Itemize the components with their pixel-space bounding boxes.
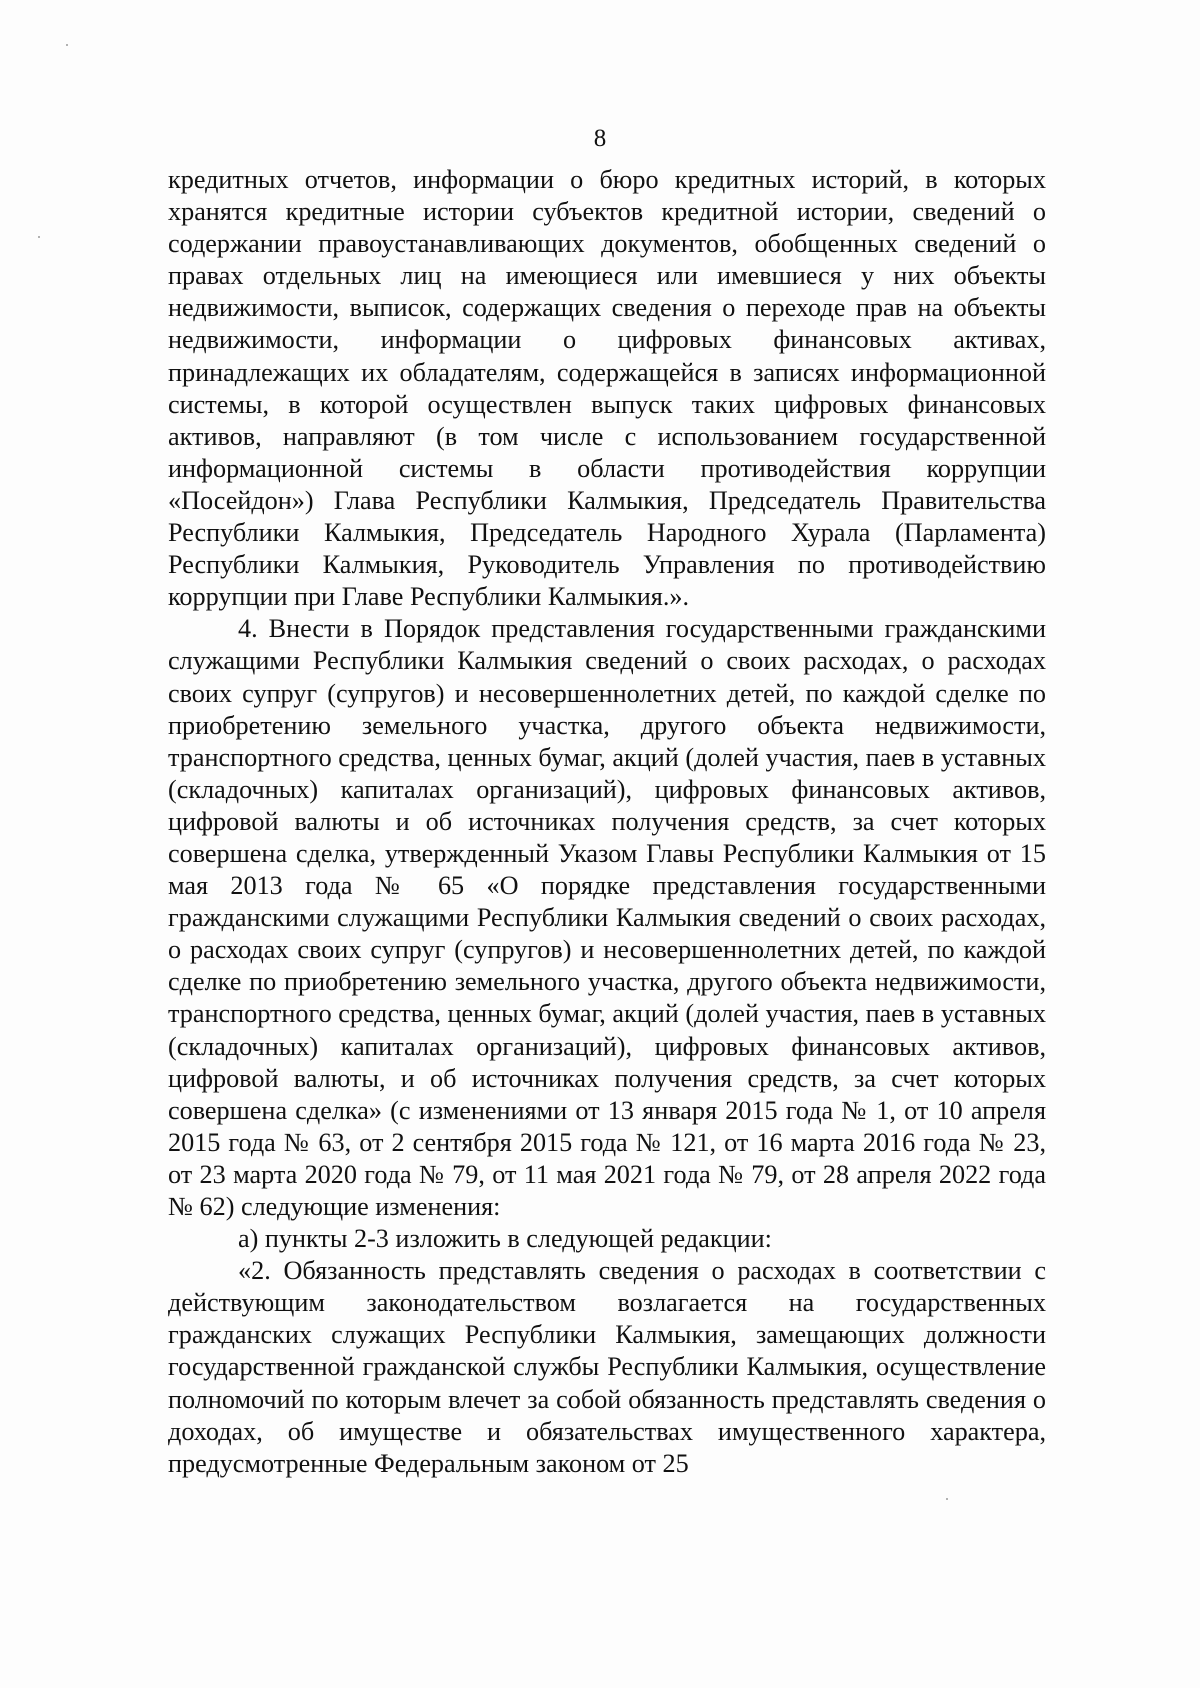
document-body (168, 164, 1046, 1480)
paragraph-item-4: 4. Внести в Порядок представления государственными гражданскими служащими Республики Калмыкия сведений о своих расходах, о расходах своих супруг (супругов) и несовершеннолетних детей, по каждой сделке по приобретению земельного участка, другого объекта недвижимости, транспортного средства, ценных бумаг, акций (долей участия, паев в уставных (складочных) капиталах организаций), цифровых финансовых активов, цифровой валюты и об источниках получения средств, за счет которых совершена сделка, утвержденный Указом Главы Республики Калмыкия от 15 мая 2013 года № 65 «О порядке представления государственными гражданскими служащими Республики Калмыкия сведений о своих расходах, о расходах своих супруг (супругов) и несовершеннолетних детей, по каждой сделке по приобретению земельного участка, другого объекта недвижимости, транспортного средства, ценных бумаг, акций (долей участия, паев в уставных (складочных) капиталах организаций), цифровых финансовых активов, цифровой валюты, и об источниках получения средств, за счет которых совершена сделка» (с изменениями от 13 января 2015 года № 1, от 10 апреля 2015 года № 63, от 2 сентября 2015 года № 121, от 16 марта 2016 года № 23, от 23 марта 2020 года № 79, от 11 мая 2021 года № 79, от 28 апреля 2022 года № 62) следующие изменения: (168, 614, 1046, 1221)
scan-speck (66, 44, 68, 46)
paragraph-continuation: кредитных отчетов, информации о бюро кредитных историй, в которых хранятся кредитные истории субъектов кредитной истории, сведений о содержании правоустанавливающих документов, обобщенных сведений о правах отдельных лиц на имеющиеся или имевшиеся у них объекты недвижимости, выписок, содержащих сведения о переходе прав на объекты недвижимости, информации о цифровых финансовых активах, принадлежащих их обладателям, содержащейся в записях информационной системы, в которой осуществлен выпуск таких цифровых финансовых активов, направляют (в том числе с использованием государственной информационной системы в области противодействия коррупции «Посейдон») Глава Республики Калмыкия, Председатель Правительства Республики Калмыкия, Председатель Народного Хурала (Парламента) Республики Калмыкия, Руководитель Управления по противодействию коррупции при Главе Республики Калмыкия.». (168, 165, 1046, 612)
paragraph-quote-2: «2. Обязанность представлять сведения о расходах в соответствии с действующим законодательством возлагается на государственных гражданских служащих Республики Калмыкия, замещающих должности государственной гражданской службы Республики Калмыкия, осуществление полномочий по которым влечет за собой обязанность представлять сведения о доходах, об имуществе и обязательствах имущественного характера, предусмотренные Федеральным законом от 25 (168, 1256, 1046, 1478)
scan-speck (38, 236, 40, 238)
paragraph-subitem-a: а) пункты 2-3 изложить в следующей редакции: (238, 1224, 772, 1254)
scan-speck (946, 1498, 948, 1500)
page-number: 8 (593, 125, 607, 152)
